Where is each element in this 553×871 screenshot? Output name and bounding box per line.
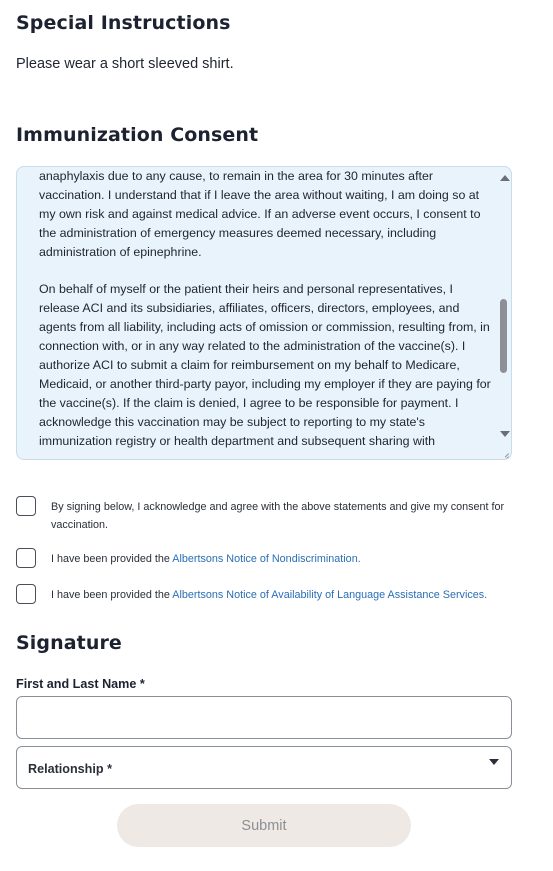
language-assistance-label [51,586,517,604]
consent-agree-text: By signing below, I acknowledge and agree with the above statements and give my consent for vaccination. [51,501,505,531]
scroll-up-arrow-icon[interactable] [500,175,510,181]
nondiscrimination-label [51,550,517,568]
language-assistance-checkbox[interactable] [16,584,36,604]
consent-paragraph-2: On behalf of myself or the patient their heirs and personal representatives, I release ACI and its subsidiaries, affiliates, officers, directors, employees, and agents from all liability, including acts of omission or commission, resulting from, in connection with, or in any way related to the administration of the vaccine(s). I authorize ACI to submit a claim for reimbursement on my behalf to Medicare, Medicaid, or another third-party payor, including my employer if they are paying for the vaccine(s). If the claim is denied, I agree to be responsible for payment. I acknowledge this vaccination may be subject to reporting to my state's immunization registry or health department and subsequent sharing with [39,282,491,448]
immunization-consent-title: Immunization Consent [16,124,259,146]
chevron-down-icon [489,759,499,765]
consent-text-content [39,167,491,460]
submit-button[interactable]: Submit [117,804,411,847]
name-input[interactable] [16,696,512,739]
special-instructions-text: Please wear a short sleeved shirt. [16,56,234,72]
relationship-label: Relationship * [28,762,112,776]
resize-grip-icon[interactable] [501,449,509,457]
relationship-select[interactable] [16,746,512,789]
special-instructions-title: Special Instructions [16,12,231,34]
consent-agree-label [51,498,517,534]
consent-agree-checkbox[interactable] [16,496,36,516]
consent-paragraph-1: anaphylaxis due to any cause, to remain in the area for 30 minutes after vaccination. I understand that if I leave the area without waiting, I am doing so at my own risk and against medical advice. If an adverse event occurs, I consent to the administration of emergency measures deemed necessary, including administration of epinephrine. [39,169,481,259]
nondiscrimination-checkbox[interactable] [16,548,36,568]
scroll-thumb[interactable] [500,299,507,373]
signature-title: Signature [16,632,122,654]
language-assistance-text: I have been provided the [51,589,173,601]
consent-text-area[interactable] [16,166,512,460]
nondiscrimination-link[interactable]: Albertsons Notice of Nondiscrimination. [172,553,361,565]
name-field-label: First and Last Name * [16,677,145,691]
language-assistance-link[interactable]: Albertsons Notice of Availability of Language Assistance Services. [172,589,488,601]
nondiscrimination-text: I have been provided the [51,553,173,565]
consent-scrollbar[interactable] [497,167,511,459]
scroll-down-arrow-icon[interactable] [500,431,510,437]
